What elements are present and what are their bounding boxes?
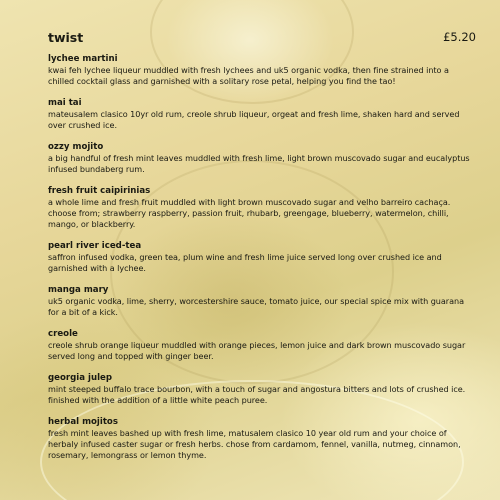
cocktail-item bbox=[48, 54, 476, 87]
cocktail-name: pearl river iced-tea bbox=[48, 241, 142, 251]
cocktail-description: creole shrub orange liqueur muddled with orange pieces, lemon juice and dark brown muscovado sugar served long and topped with ginger beer. bbox=[48, 340, 466, 361]
cocktail-description: a whole lime and fresh fruit muddled with light brown muscovado sugar and velho barreiro cachaça. choose from; strawberry raspberry, passion fruit, rhubarb, greengage, blueberry, watermelon, chilli, mango, or blackberry. bbox=[48, 197, 451, 229]
cocktail-item bbox=[48, 98, 476, 131]
cocktail-name: ozzy mojito bbox=[48, 142, 104, 152]
cocktail-item bbox=[48, 373, 476, 406]
cocktail-name: creole bbox=[48, 329, 78, 339]
cocktail-name: mai tai bbox=[48, 98, 82, 108]
cocktail-item bbox=[48, 241, 476, 274]
cocktail-description: mateusalem clasico 10yr old rum, creole shrub liqueur, orgeat and fresh lime, shaken hard and served over crushed ice. bbox=[48, 109, 460, 130]
cocktail-item bbox=[48, 142, 476, 175]
menu-header bbox=[48, 30, 476, 48]
cocktail-name: fresh fruit caipirinias bbox=[48, 186, 151, 196]
cocktail-item bbox=[48, 285, 476, 318]
cocktail-name: lychee martini bbox=[48, 54, 118, 64]
cocktail-item bbox=[48, 417, 476, 461]
cocktail-description: saffron infused vodka, green tea, plum wine and fresh lime juice served long over crushed ice and garnished with a lychee. bbox=[48, 252, 442, 273]
menu-price: £5.20 bbox=[443, 30, 476, 44]
cocktail-name: herbal mojitos bbox=[48, 417, 118, 427]
menu-title: twist bbox=[48, 30, 84, 45]
cocktail-name: manga mary bbox=[48, 285, 109, 295]
cocktail-list bbox=[48, 54, 476, 472]
cocktail-description: fresh mint leaves bashed up with fresh lime, matusalem clasico 10 year old rum and your choice of herbaly infused caster sugar or fresh herbs. chose from cardamom, fennel, vanilla, nutmeg, cinnamon, rosemary, lemongrass or lemon thyme. bbox=[48, 428, 461, 460]
cocktail-item bbox=[48, 329, 476, 362]
cocktail-description: a big handful of fresh mint leaves muddled with fresh lime, light brown muscovado sugar and eucalyptus infused bundaberg rum. bbox=[48, 153, 470, 174]
cocktail-description: mint steeped buffalo trace bourbon, with a touch of sugar and angostura bitters and lots of crushed ice. finished with the addition of a little white peach puree. bbox=[48, 384, 466, 405]
cocktail-description: uk5 organic vodka, lime, sherry, worcestershire sauce, tomato juice, our special spice mix with guarana for a bit of a kick. bbox=[48, 296, 464, 317]
cocktail-description: kwai feh lychee liqueur muddled with fresh lychees and uk5 organic vodka, then fine strained into a chilled cocktail glass and garnished with a solitary rose petal, helping you find the tao! bbox=[48, 65, 449, 86]
cocktail-item bbox=[48, 186, 476, 230]
cocktail-name: georgia julep bbox=[48, 373, 112, 383]
